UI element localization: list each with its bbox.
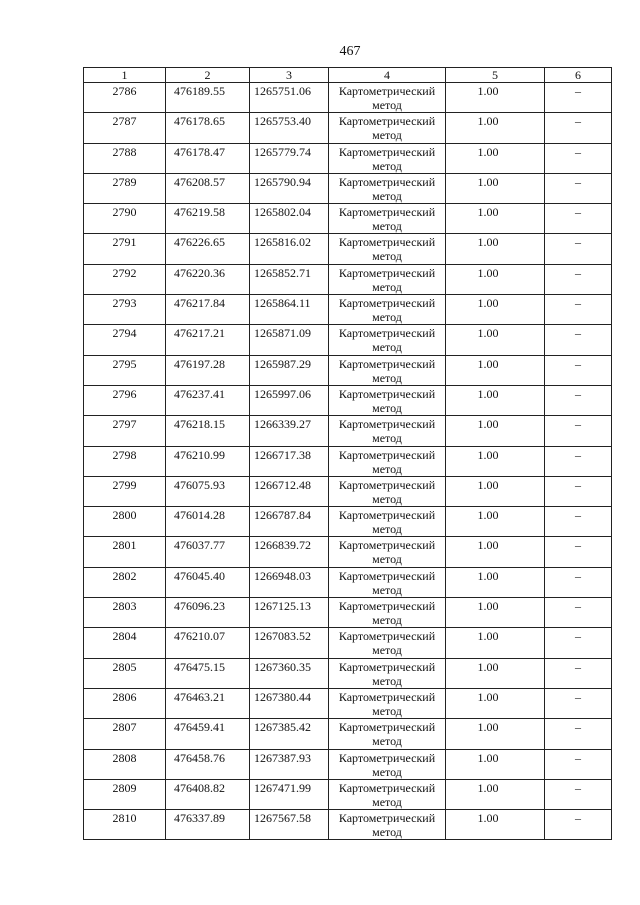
- y-coordinate-cell: 1265753.40: [250, 113, 329, 143]
- x-coordinate-cell: 476197.28: [166, 355, 250, 385]
- accuracy-cell: 1.00: [446, 567, 545, 597]
- y-coordinate-cell: 1267387.93: [250, 749, 329, 779]
- note-cell: –: [545, 688, 612, 718]
- method-cell: Картометрический метод: [329, 264, 446, 294]
- point-number-cell: 2809: [84, 779, 166, 809]
- note-cell: –: [545, 204, 612, 234]
- note-cell: –: [545, 113, 612, 143]
- x-coordinate-cell: 476178.65: [166, 113, 250, 143]
- point-number-cell: 2805: [84, 658, 166, 688]
- x-coordinate-cell: 476237.41: [166, 385, 250, 415]
- column-header: 3: [250, 68, 329, 83]
- point-number-cell: 2796: [84, 385, 166, 415]
- table-row: [84, 295, 612, 325]
- x-coordinate-cell: 476408.82: [166, 779, 250, 809]
- x-coordinate-cell: 476217.21: [166, 325, 250, 355]
- page-number: 467: [339, 44, 361, 59]
- accuracy-cell: 1.00: [446, 204, 545, 234]
- y-coordinate-cell: 1267385.42: [250, 719, 329, 749]
- x-coordinate-cell: 476096.23: [166, 598, 250, 628]
- method-cell: Картометрический метод: [329, 628, 446, 658]
- point-number-cell: 2802: [84, 567, 166, 597]
- accuracy-cell: 1.00: [446, 113, 545, 143]
- point-number-cell: 2801: [84, 537, 166, 567]
- x-coordinate-cell: 476037.77: [166, 537, 250, 567]
- x-coordinate-cell: 476475.15: [166, 658, 250, 688]
- accuracy-cell: 1.00: [446, 416, 545, 446]
- point-number-cell: 2806: [84, 688, 166, 718]
- table-row: [84, 113, 612, 143]
- method-cell: Картометрический метод: [329, 688, 446, 718]
- table-row: [84, 779, 612, 809]
- y-coordinate-cell: 1265987.29: [250, 355, 329, 385]
- point-number-cell: 2792: [84, 264, 166, 294]
- y-coordinate-cell: 1267125.13: [250, 598, 329, 628]
- method-cell: Картометрический метод: [329, 810, 446, 840]
- method-cell: Картометрический метод: [329, 476, 446, 506]
- accuracy-cell: 1.00: [446, 628, 545, 658]
- y-coordinate-cell: 1265802.04: [250, 204, 329, 234]
- y-coordinate-cell: 1267083.52: [250, 628, 329, 658]
- y-coordinate-cell: 1265751.06: [250, 83, 329, 113]
- note-cell: –: [545, 295, 612, 325]
- column-header: 2: [166, 68, 250, 83]
- y-coordinate-cell: 1265816.02: [250, 234, 329, 264]
- table-row: [84, 83, 612, 113]
- table-row: [84, 416, 612, 446]
- note-cell: –: [545, 507, 612, 537]
- accuracy-cell: 1.00: [446, 143, 545, 173]
- x-coordinate-cell: 476014.28: [166, 507, 250, 537]
- note-cell: –: [545, 446, 612, 476]
- table-row: [84, 688, 612, 718]
- x-coordinate-cell: 476178.47: [166, 143, 250, 173]
- point-number-cell: 2798: [84, 446, 166, 476]
- note-cell: –: [545, 810, 612, 840]
- y-coordinate-cell: 1266839.72: [250, 537, 329, 567]
- accuracy-cell: 1.00: [446, 749, 545, 779]
- note-cell: –: [545, 355, 612, 385]
- method-cell: Картометрический метод: [329, 719, 446, 749]
- y-coordinate-cell: 1267380.44: [250, 688, 329, 718]
- note-cell: –: [545, 83, 612, 113]
- y-coordinate-cell: 1265852.71: [250, 264, 329, 294]
- method-cell: Картометрический метод: [329, 355, 446, 385]
- accuracy-cell: 1.00: [446, 234, 545, 264]
- x-coordinate-cell: 476337.89: [166, 810, 250, 840]
- x-coordinate-cell: 476208.57: [166, 173, 250, 203]
- point-number-cell: 2808: [84, 749, 166, 779]
- accuracy-cell: 1.00: [446, 83, 545, 113]
- table-row: [84, 598, 612, 628]
- table-row: [84, 325, 612, 355]
- method-cell: Картометрический метод: [329, 779, 446, 809]
- method-cell: Картометрический метод: [329, 598, 446, 628]
- note-cell: –: [545, 598, 612, 628]
- table-row: [84, 719, 612, 749]
- x-coordinate-cell: 476189.55: [166, 83, 250, 113]
- table-row: [84, 264, 612, 294]
- table-row: [84, 567, 612, 597]
- table-row: [84, 476, 612, 506]
- point-number-cell: 2794: [84, 325, 166, 355]
- accuracy-cell: 1.00: [446, 779, 545, 809]
- note-cell: –: [545, 476, 612, 506]
- point-number-cell: 2803: [84, 598, 166, 628]
- note-cell: –: [545, 234, 612, 264]
- note-cell: –: [545, 325, 612, 355]
- y-coordinate-cell: 1267471.99: [250, 779, 329, 809]
- column-header: 6: [545, 68, 612, 83]
- x-coordinate-cell: 476458.76: [166, 749, 250, 779]
- y-coordinate-cell: 1266787.84: [250, 507, 329, 537]
- point-number-cell: 2790: [84, 204, 166, 234]
- y-coordinate-cell: 1266339.27: [250, 416, 329, 446]
- table-row: [84, 355, 612, 385]
- column-header: 4: [329, 68, 446, 83]
- note-cell: –: [545, 628, 612, 658]
- accuracy-cell: 1.00: [446, 688, 545, 718]
- accuracy-cell: 1.00: [446, 507, 545, 537]
- method-cell: Картометрический метод: [329, 507, 446, 537]
- table-row: [84, 628, 612, 658]
- y-coordinate-cell: 1267360.35: [250, 658, 329, 688]
- note-cell: –: [545, 416, 612, 446]
- method-cell: Картометрический метод: [329, 295, 446, 325]
- x-coordinate-cell: 476217.84: [166, 295, 250, 325]
- accuracy-cell: 1.00: [446, 446, 545, 476]
- point-number-cell: 2797: [84, 416, 166, 446]
- column-header: 1: [84, 68, 166, 83]
- method-cell: Картометрический метод: [329, 173, 446, 203]
- note-cell: –: [545, 567, 612, 597]
- note-cell: –: [545, 749, 612, 779]
- method-cell: Картометрический метод: [329, 83, 446, 113]
- point-number-cell: 2786: [84, 83, 166, 113]
- y-coordinate-cell: 1265864.11: [250, 295, 329, 325]
- x-coordinate-cell: 476463.21: [166, 688, 250, 718]
- x-coordinate-cell: 476045.40: [166, 567, 250, 597]
- table-row: [84, 749, 612, 779]
- method-cell: Картометрический метод: [329, 416, 446, 446]
- method-cell: Картометрический метод: [329, 537, 446, 567]
- y-coordinate-cell: 1266712.48: [250, 476, 329, 506]
- point-number-cell: 2795: [84, 355, 166, 385]
- note-cell: –: [545, 719, 612, 749]
- y-coordinate-cell: 1265790.94: [250, 173, 329, 203]
- point-number-cell: 2804: [84, 628, 166, 658]
- x-coordinate-cell: 476219.58: [166, 204, 250, 234]
- method-cell: Картометрический метод: [329, 325, 446, 355]
- column-header: 5: [446, 68, 545, 83]
- method-cell: Картометрический метод: [329, 749, 446, 779]
- point-number-cell: 2807: [84, 719, 166, 749]
- note-cell: –: [545, 385, 612, 415]
- accuracy-cell: 1.00: [446, 476, 545, 506]
- accuracy-cell: 1.00: [446, 598, 545, 628]
- method-cell: Картометрический метод: [329, 658, 446, 688]
- table-row: [84, 507, 612, 537]
- y-coordinate-cell: 1265871.09: [250, 325, 329, 355]
- method-cell: Картометрический метод: [329, 204, 446, 234]
- accuracy-cell: 1.00: [446, 355, 545, 385]
- note-cell: –: [545, 779, 612, 809]
- accuracy-cell: 1.00: [446, 810, 545, 840]
- accuracy-cell: 1.00: [446, 658, 545, 688]
- point-number-cell: 2789: [84, 173, 166, 203]
- accuracy-cell: 1.00: [446, 385, 545, 415]
- table-row: [84, 143, 612, 173]
- point-number-cell: 2793: [84, 295, 166, 325]
- method-cell: Картометрический метод: [329, 567, 446, 597]
- x-coordinate-cell: 476220.36: [166, 264, 250, 294]
- table-row: [84, 537, 612, 567]
- accuracy-cell: 1.00: [446, 537, 545, 567]
- accuracy-cell: 1.00: [446, 325, 545, 355]
- table-row: [84, 658, 612, 688]
- y-coordinate-cell: 1266717.38: [250, 446, 329, 476]
- table-header-row: [84, 68, 612, 83]
- method-cell: Картометрический метод: [329, 113, 446, 143]
- x-coordinate-cell: 476075.93: [166, 476, 250, 506]
- point-number-cell: 2810: [84, 810, 166, 840]
- y-coordinate-cell: 1265779.74: [250, 143, 329, 173]
- x-coordinate-cell: 476210.07: [166, 628, 250, 658]
- accuracy-cell: 1.00: [446, 173, 545, 203]
- note-cell: –: [545, 658, 612, 688]
- x-coordinate-cell: 476226.65: [166, 234, 250, 264]
- accuracy-cell: 1.00: [446, 295, 545, 325]
- note-cell: –: [545, 173, 612, 203]
- table-row: [84, 446, 612, 476]
- method-cell: Картометрический метод: [329, 385, 446, 415]
- table-body: [84, 83, 612, 840]
- table-row: [84, 204, 612, 234]
- note-cell: –: [545, 264, 612, 294]
- x-coordinate-cell: 476459.41: [166, 719, 250, 749]
- y-coordinate-cell: 1267567.58: [250, 810, 329, 840]
- table-row: [84, 810, 612, 840]
- table-row: [84, 385, 612, 415]
- y-coordinate-cell: 1265997.06: [250, 385, 329, 415]
- note-cell: –: [545, 537, 612, 567]
- table-row: [84, 234, 612, 264]
- point-number-cell: 2799: [84, 476, 166, 506]
- point-number-cell: 2788: [84, 143, 166, 173]
- method-cell: Картометрический метод: [329, 234, 446, 264]
- point-number-cell: 2791: [84, 234, 166, 264]
- y-coordinate-cell: 1266948.03: [250, 567, 329, 597]
- accuracy-cell: 1.00: [446, 719, 545, 749]
- x-coordinate-cell: 476218.15: [166, 416, 250, 446]
- method-cell: Картометрический метод: [329, 446, 446, 476]
- point-number-cell: 2800: [84, 507, 166, 537]
- coordinates-table: [83, 67, 612, 840]
- point-number-cell: 2787: [84, 113, 166, 143]
- x-coordinate-cell: 476210.99: [166, 446, 250, 476]
- accuracy-cell: 1.00: [446, 264, 545, 294]
- table-row: [84, 173, 612, 203]
- note-cell: –: [545, 143, 612, 173]
- method-cell: Картометрический метод: [329, 143, 446, 173]
